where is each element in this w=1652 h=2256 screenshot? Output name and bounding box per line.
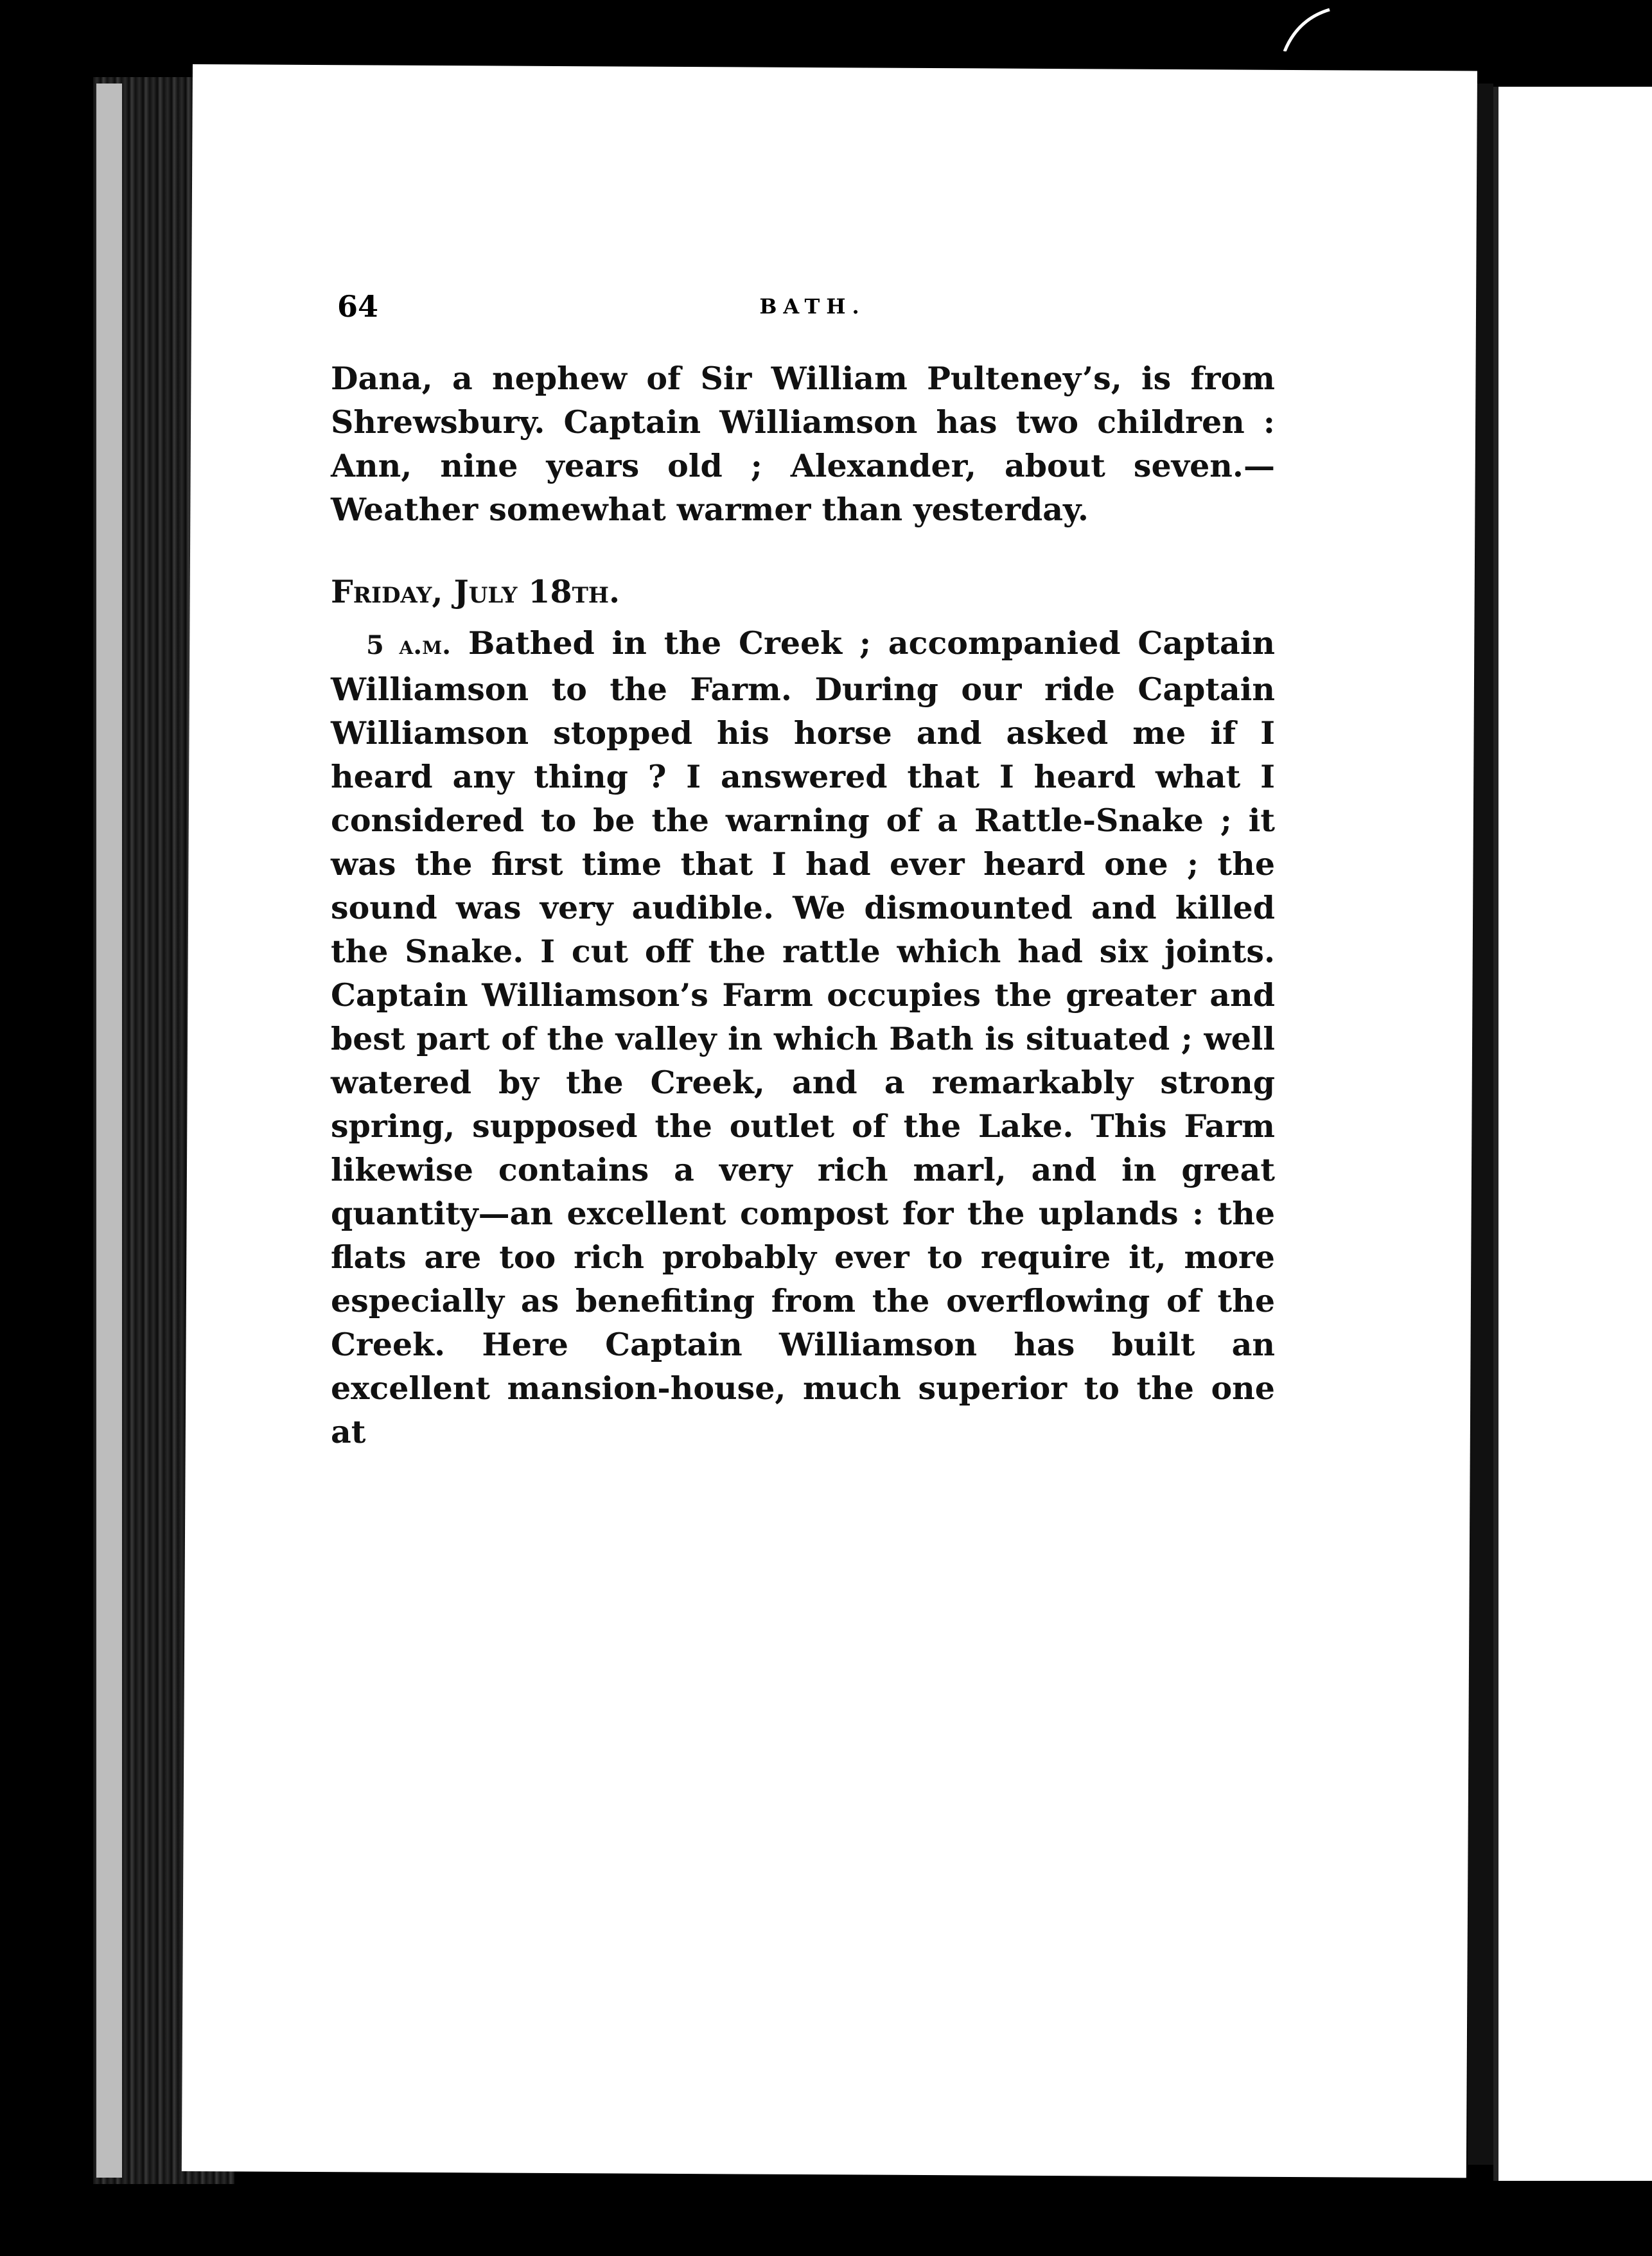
page-body [331, 357, 1275, 1454]
paragraph-entry [331, 621, 1275, 1454]
time-label: 5 a.m. [366, 630, 452, 660]
book-edge-highlight [96, 84, 122, 2178]
paragraph-continued: Dana, a nephew of Sir William Pulteney’s, is from Shrewsbury. Captain Williamson has two children : Ann, nine years old ; Alexander, about seven.—Weather somewhat warmer than yesterday. [331, 360, 1275, 528]
running-head: BATH. [759, 294, 866, 319]
page-number: 64 [337, 289, 379, 324]
scan-corner-mark [1278, 6, 1336, 51]
date-heading: Friday, July 18th. [331, 573, 620, 610]
paragraph-entry-text: Bathed in the Creek ; accompanied Captain Williamson to the Farm. During our ride Captain Williamson stopped his horse and asked me if I heard any thing ? I answered that I heard what I considered to be the warning of a Rattle-Snake ; it was the first time that I had ever heard one ; the sound was very audible. We dismounted and killed the Snake. I cut off the rattle which had six joints. Captain Williamson’s Farm occupies the greater and best part of the valley in which Bath is situated ; well watered by the Creek, and a remarkably strong spring, supposed the outlet of the Lake. This Farm likewise contains a very rich marl, and in great quantity—an excellent compost for the uplands : the flats are too rich probably ever to require it, more especially as benefiting from the overflowing of the Creek. Here Captain Williamson has built an excellent mansion-house, much superior to the one at [331, 624, 1275, 1450]
adjacent-page-edge [1493, 87, 1652, 2181]
page-header [337, 289, 1288, 340]
